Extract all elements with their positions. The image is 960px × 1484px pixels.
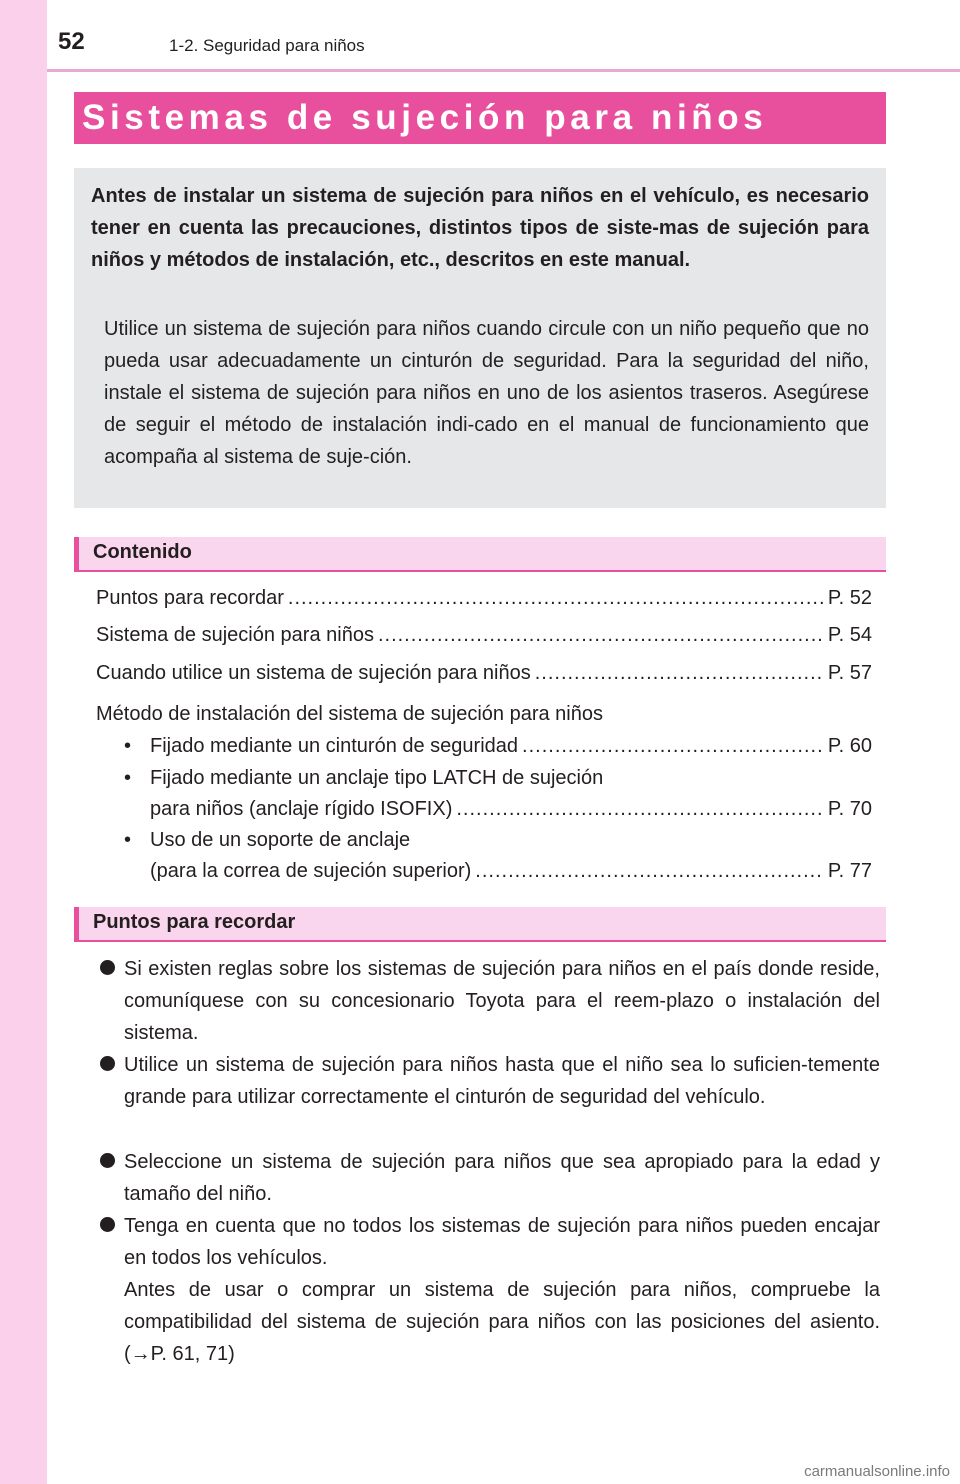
toc-method-heading: Método de instalación del sistema de sujeción para niños	[96, 703, 603, 725]
toc-entry-page: P. 60	[827, 735, 872, 757]
toc-leader-dots	[456, 796, 824, 822]
bullet-circle-icon	[100, 960, 115, 975]
toc-sub-entry[interactable]	[150, 858, 872, 884]
bullet-circle-icon	[100, 1153, 115, 1168]
toc-sub-entry-line1: Fijado mediante un anclaje tipo LATCH de sujeción	[150, 767, 604, 789]
contents-heading-bar	[74, 537, 886, 572]
title-bar	[74, 92, 886, 144]
toc-entry[interactable]	[96, 622, 872, 648]
toc-leader-dots	[475, 858, 824, 884]
reminder-item	[100, 1146, 880, 1210]
toc-entry-label: Sistema de sujeción para niños	[96, 624, 374, 646]
intro-body-text: Utilice un sistema de sujeción para niños cuando circule con un niño pequeño que no pueda usar adecuadamente un cinturón de seguridad. Para la seguridad del niño, instale el sistema de sujeción para niños en uno de los asientos traseros. Asegúrese de seguir el método de instalación indi-cado en el manual de funcionamiento que acompaña al sistema de suje-ción.	[104, 318, 869, 468]
toc-leader-dots	[535, 660, 824, 686]
reminder-text: Seleccione un sistema de sujeción para niños que sea apropiado para la edad y tamaño del niño.	[124, 1151, 880, 1205]
reminder-text: Tenga en cuenta que no todos los sistemas de sujeción para niños pueden encajar en todos los vehículos.	[124, 1215, 880, 1269]
toc-entry-page: P. 52	[827, 587, 872, 609]
contents-heading: Contenido	[93, 541, 192, 563]
toc-sub-entry[interactable]	[150, 733, 872, 759]
toc-entry-page: P. 54	[827, 624, 872, 646]
reminders-heading: Puntos para recordar	[93, 911, 296, 933]
reminder-text: Si existen reglas sobre los sistemas de sujeción para niños en el país donde reside, comuníquese con su concesionario Toyota para el reem-plazo o instalación del sistema.	[124, 958, 880, 1044]
toc-entry-label: (para la correa de sujeción superior)	[150, 860, 472, 882]
reminder-item	[100, 1210, 880, 1370]
reminder-extra-text: Antes de usar o comprar un sistema de sujeción para niños, compruebe la compatibilidad del sistema de sujeción para niños con las posiciones del asiento. (→P. 61, 71)	[124, 1279, 880, 1365]
toc-entry-label: Cuando utilice un sistema de sujeción para niños	[96, 662, 531, 684]
side-strip	[0, 0, 47, 1484]
toc-sub-entry-line1: Uso de un soporte de anclaje	[150, 829, 411, 851]
header-rule	[47, 69, 960, 72]
page-title: Sistemas de sujeción para niños	[82, 98, 768, 137]
reminders-heading-bar	[74, 907, 886, 942]
toc-entry[interactable]	[96, 585, 872, 611]
reminder-item	[100, 953, 880, 1049]
toc-leader-dots	[288, 585, 824, 611]
reminder-item	[100, 1049, 880, 1113]
reminder-text: Utilice un sistema de sujeción para niños hasta que el niño sea lo suficien-temente grande para utilizar correctamente el cinturón de seguridad del vehículo.	[124, 1054, 880, 1108]
toc-leader-dots	[522, 733, 824, 759]
toc-sub-entry[interactable]	[150, 796, 872, 822]
section-label: 1-2. Seguridad para niños	[169, 36, 365, 55]
toc-entry-label: Puntos para recordar	[96, 587, 284, 609]
toc-bullet: •	[124, 735, 132, 757]
intro-box	[74, 168, 886, 508]
toc-bullet: •	[124, 829, 132, 851]
toc-bullet: •	[124, 767, 132, 789]
bullet-circle-icon	[100, 1217, 115, 1232]
intro-bold-text: Antes de instalar un sistema de sujeción para niños en el vehículo, es necesario tener en cuenta las precauciones, distintos tipos de siste-mas de sujeción para niños y métodos de instalación, etc., descritos en este manual.	[91, 185, 869, 271]
toc-leader-dots	[378, 622, 824, 648]
toc-entry-label: para niños (anclaje rígido ISOFIX)	[150, 798, 453, 820]
toc-entry-page: P. 57	[827, 662, 872, 684]
page-number: 52	[58, 28, 85, 55]
toc-entry-page: P. 70	[827, 798, 872, 820]
bullet-circle-icon	[100, 1056, 115, 1071]
toc-entry-page: P. 77	[827, 860, 872, 882]
toc-entry[interactable]	[96, 660, 872, 686]
toc-entry-label: Fijado mediante un cinturón de seguridad	[150, 735, 519, 757]
watermark: carmanualsonline.info	[804, 1463, 950, 1480]
